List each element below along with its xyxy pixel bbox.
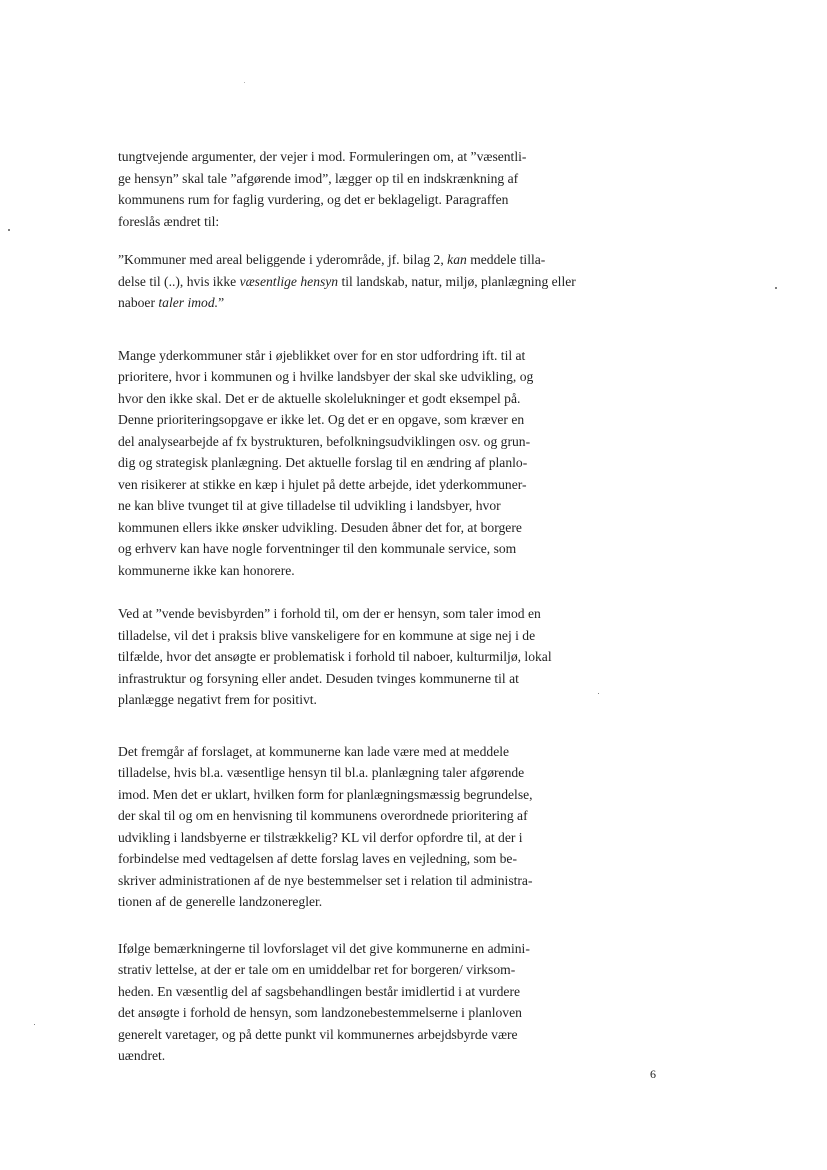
text-line: generelt varetager, og på dette punkt vil kommunernes arbejdsbyrde være [118,1026,518,1042]
quote-text: delse til (..), hvis ikke [118,273,240,289]
text-line: skriver administrationen af de nye bestemmelser set i relation til administra- [118,872,533,888]
scan-speck [775,287,777,289]
text-line: det ansøgte i forhold de hensyn, som landzonebestemmelserne i planloven [118,1005,522,1020]
quote-text: til landskab, natur, miljø, planlægning eller [338,273,576,289]
text-line: Denne prioriteringsopgave er ikke let. Og det er en opgave, som kræver en [118,412,525,427]
text-line: og erhverv kan have nogle forventninger til den kommunale service, som [118,541,517,556]
quote-text: naboer [118,295,159,310]
scan-speck [8,229,10,231]
text-line: imod. Men det er uklart, hvilken form for planlægningsmæssig begrundelse, [118,786,533,802]
text-line: strativ lettelse, at der er tale om en umiddelbar ret for borgeren/ virksom- [118,962,516,977]
paragraph-vejledning [118,741,610,913]
quote-text: ”Kommuner med areal beliggende i yderområde, jf. bilag 2, [118,252,448,267]
text-line: uændret. [118,1048,166,1063]
paragraph-quote [118,249,610,314]
text-line: Ved at ”vende bevisbyrden” i forhold til, om der er hensyn, som taler imod en [118,606,541,621]
text-line: heden. En væsentlig del af sagsbehandlingen består imidlertid i at vurdere [118,983,521,999]
quote-emphasis: taler imod. [158,295,219,310]
text-line: del analysearbejde af fx bystrukturen, befolkningsudviklingen osv. og grun- [118,433,531,449]
text-line: Ifølge bemærkningerne til lovforslaget vil det give kommunerne en admini- [118,940,530,956]
text-line: hvor den ikke skal. Det er de aktuelle skolelukninger et godt eksempel på. [118,390,521,406]
text-line: tilfælde, hvor det ansøgte er problematisk i forhold til naboer, kulturmiljø, lokal [118,649,552,664]
text-line: kommunens rum for faglig vurdering, og det er beklageligt. Paragraffen [118,192,509,207]
document-body [118,146,610,1067]
quote-text: meddele tilla- [466,252,546,267]
paragraph-bevisbyrde [118,603,610,711]
text-line: Det fremgår af forslaget, at kommunerne kan lade være med at meddele [118,743,510,759]
text-line: tilladelse, vil det i praksis blive vanskeligere for en kommune at sige nej i de [118,627,536,643]
text-line [118,271,610,293]
text-line: forbindelse med vedtagelsen af dette forslag laves en vejledning, som be- [118,851,517,866]
page-number: 6 [650,1067,656,1081]
text-line: dig og strategisk planlægning. Det aktuelle forslag til en ændring af planlo- [118,455,528,470]
text-line: planlægge negativt frem for positivt. [118,692,317,707]
text-line: kommunen ellers ikke ønsker udvikling. Desuden åbner det for, at borgere [118,519,522,535]
text-line: Mange yderkommuner står i øjeblikket over for en stor udfordring ift. til at [118,347,526,363]
text-line: udvikling i landsbyerne er tilstrækkelig? KL vil derfor opfordre til, at der i [118,829,523,845]
paragraph-arbejdsbyrde [118,938,610,1067]
scan-speck [244,82,245,83]
text-line: ge hensyn” skal tale ”afgørende imod”, lægger op til en indskrænkning af [118,170,519,186]
text-line: tionen af de generelle landzoneregler. [118,894,323,909]
quote-emphasis: væsentlige hensyn [239,273,339,289]
paragraph-intro [118,146,610,232]
paragraph-yderkommuner [118,345,610,582]
text-line: foreslås ændret til: [118,213,220,229]
text-line: prioritere, hvor i kommunen og i hvilke landsbyer der skal ske udvikling, og [118,369,534,384]
text-line: kommunerne ikke kan honorere. [118,562,295,578]
quote-emphasis: kan [447,252,467,267]
text-line [118,249,610,271]
text-line: tilladelse, hvis bl.a. væsentlige hensyn til bl.a. planlægning taler afgørende [118,765,525,780]
text-line: der skal til og om en henvisning til kommunens overordnede prioritering af [118,808,528,823]
text-line: infrastruktur og forsyning eller andet. Desuden tvinges kommunerne til at [118,670,519,686]
text-line [118,292,610,314]
scan-speck [34,1024,35,1025]
quote-text: ” [218,295,225,310]
scan-speck [598,693,599,694]
text-line: ne kan blive tvunget til at give tilladelse til udvikling i landsbyer, hvor [118,498,501,513]
text-line: ven risikerer at stikke en kæp i hjulet på dette arbejde, idet yderkommuner- [118,476,527,492]
text-line: tungtvejende argumenter, der vejer i mod. Formuleringen om, at ”væsentli- [118,149,527,164]
